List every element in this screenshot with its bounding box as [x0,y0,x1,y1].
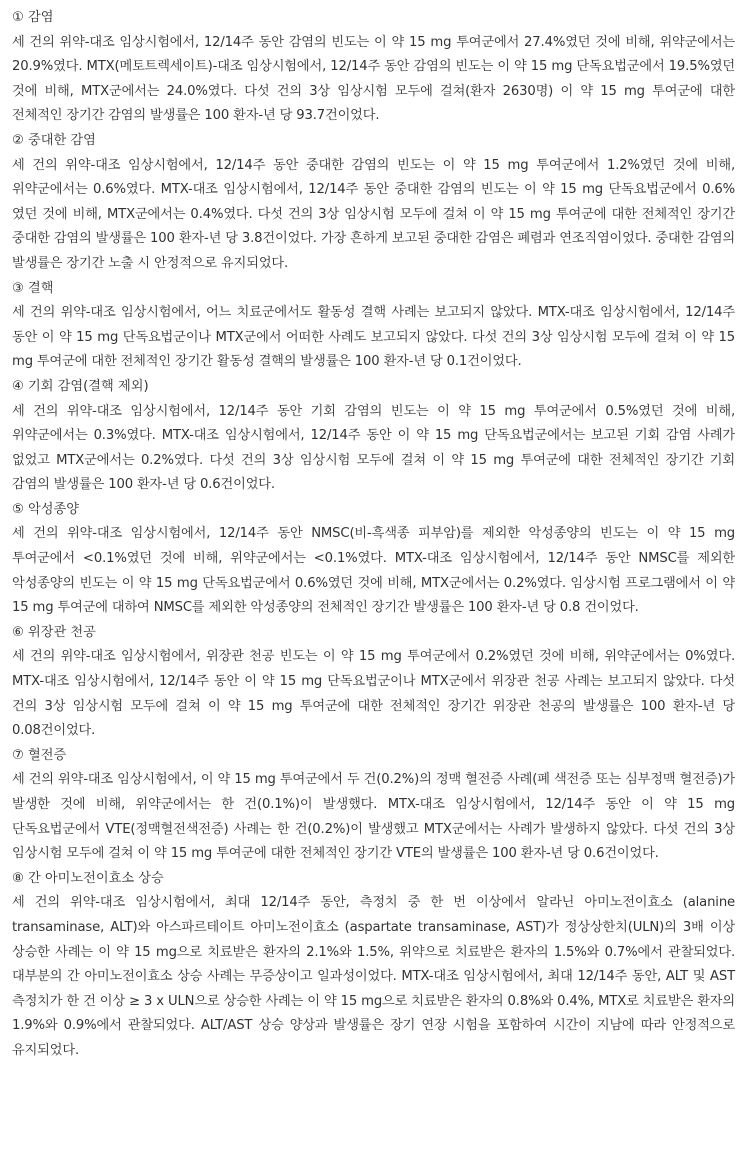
section-heading: ② 중대한 감염 [12,132,96,148]
section-heading: ④ 기회 감염(결핵 제외) [12,378,149,394]
section-malignancy [12,498,735,621]
section-body: 세 건의 위약-대조 임상시험에서, 위장관 천공 빈도는 이 약 15 mg 투여군에서 0.2%였던 것에 비해, 위약군에서는 0%였다. MTX-대조 임상시험에서, 12/14주 동안 이 약 15 mg 단독요법군이나 MTX군에서 위장관 천공 사례는 보고되지 않았다. 다섯 건의 3상 임상시험 모두에 걸쳐 이 약 15 mg 투여군에 대한 전체적인 장기간 위장관 천공의 발생률은 100 환자-년 당 0.08건이었다. [12,649,735,739]
section-body: 세 건의 위약-대조 임상시험에서, 어느 치료군에서도 활동성 결핵 사례는 보고되지 않았다. MTX-대조 임상시험에서, 12/14주 동안 이 약 15 mg 단독요법군이나 MTX군에서 어떠한 사례도 보고되지 않았다. 다섯 건의 3상 임상시험 모두에 걸쳐 이 약 15 mg 투여군에 대한 전체적인 장기간 활동성 결핵의 발생률은 100 환자-년 당 0.1건이었다. [12,305,735,370]
section-heading: ① 감염 [12,10,54,25]
section-body: 세 건의 위약-대조 임상시험에서, 최대 12/14주 동안, 측정치 중 한 번 이상에서 알라닌 아미노전이효소 (alanine transaminase, ALT)와 아스파르테이트 아미노전이효소 (aspartate transaminase, AST)가 정상상한치(ULN)의 3배 이상 상승한 사례는 이 약 15 mg으로 치료받은 환자의 2.1%와 1.5%, 위약으로 치료받은 환자의 1.5%와 0.7%에서 관찰되었다. 대부분의 간 아미노전이효소 상승 사례는 무증상이고 일과성이었다. MTX-대조 임상시험에서, 최대 12/14주 동안, ALT 및 AST 측정치가 한 건 이상 ≥ 3 x ULN으로 상승한 사례는 이 약 15 mg으로 치료받은 환자의 0.8%와 0.4%, MTX로 치료받은 환자의 1.9%와 0.9%에서 관찰되었다. ALT/AST 상승 양상과 발생률은 장기 연장 시험을 포함하여 시간이 지남에 따라 안정적으로 유지되었다. [12,895,735,1058]
section-opportunistic-infection [12,375,735,498]
section-thrombosis [12,744,735,867]
section-body: 세 건의 위약-대조 임상시험에서, 12/14주 동안 기회 감염의 빈도는 이 약 15 mg 투여군에서 0.5%였던 것에 비해, 위약군에서는 0.3%였다. MTX-대조 임상시험에서, 12/14주 동안 이 약 15 mg 단독요법군에서는 보고된 기회 감염 사례가 없었고 MTX군에서는 0.2%였다. 다섯 건의 3상 임상시험 모두에 걸쳐 이 약 15 mg 투여군에 대한 전체적인 장기간 기회 감염의 발생률은 100 환자-년 당 0.6건이었다. [12,403,735,493]
section-heading: ⑤ 악성종양 [12,501,79,517]
section-body: 세 건의 위약-대조 임상시험에서, 12/14주 동안 감염의 빈도는 이 약 15 mg 투여군에서 27.4%였던 것에 비해, 위약군에서는 20.9%였다. MTX(메토트렉세이트)-대조 임상시험에서, 12/14주 동안 감염의 빈도는 이 약 15 mg 단독요법군에서 19.5%였던 것에 비해, MTX군에서는 24.0%였다. 다섯 건의 3상 임상시험 모두에 걸쳐(환자 2630명) 이 약 15 mg 투여군에 대한 전체적인 장기간 감염의 발생률은 100 환자-년 당 93.7건이었다. [12,34,735,124]
section-body: 세 건의 위약-대조 임상시험에서, 이 약 15 mg 투여군에서 두 건(0.2%)의 정맥 혈전증 사례(폐 색전증 또는 심부정맥 혈전증)가 발생한 것에 비해, 위약군에서는 한 건(0.1%)이 발생했다. MTX-대조 임상시험에서, 12/14주 동안 이 약 15 mg 단독요법군에서 VTE(정맥혈전색전증) 사례는 한 건(0.2%)이 발생했고 MTX군에서는 사례가 발생하지 않았다. 다섯 건의 3상 임상시험 모두에 걸쳐 이 약 15 mg 투여군에 대한 전체적인 장기간 VTE의 발생률은 100 환자-년 당 0.6건이었다. [12,772,735,862]
section-infection [12,6,735,129]
section-gi-perforation [12,621,735,744]
section-heading: ⑥ 위장관 천공 [12,624,96,640]
section-liver-enzyme [12,867,735,1064]
section-heading: ⑧ 간 아미노전이효소 상승 [12,870,164,886]
section-heading: ⑦ 혈전증 [12,747,67,763]
section-body: 세 건의 위약-대조 임상시험에서, 12/14주 동안 NMSC(비-흑색종 피부암)를 제외한 악성종양의 빈도는 이 약 15 mg 투여군에서 <0.1%였던 것에 비해, 위약군에서는 <0.1%였다. MTX-대조 임상시험에서, 12/14주 동안 NMSC를 제외한 악성종양의 빈도는 이 약 15 mg 단독요법군에서 0.6%였던 것에 비해, MTX군에서는 0.2%였다. 임상시험 프로그램에서 이 약 15 mg 투여군에 대하여 NMSC를 제외한 악성종양의 전체적인 장기간 발생률은 100 환자-년 당 0.8 건이었다. [12,526,735,616]
section-heading: ③ 결핵 [12,280,54,296]
section-serious-infection [12,129,735,277]
section-tuberculosis [12,277,735,375]
section-body: 세 건의 위약-대조 임상시험에서, 12/14주 동안 중대한 감염의 빈도는 이 약 15 mg 투여군에서 1.2%였던 것에 비해, 위약군에서는 0.6%였다. MTX-대조 임상시험에서, 12/14주 동안 중대한 감염의 빈도는 이 약 15 mg 단독요법군에서 0.6%였던 것에 비해, MTX군에서는 0.4%였다. 다섯 건의 3상 임상시험 모두에 걸쳐 이 약 15 mg 투여군에 대한 전체적인 장기간 중대한 감염의 발생률은 100 환자-년 당 3.8건이었다. 가장 흔하게 보고된 중대한 감염은 폐렴과 연조직염이었다. 중대한 감염의 발생률은 장기간 노출 시 안정적으로 유지되었다. [12,157,735,271]
